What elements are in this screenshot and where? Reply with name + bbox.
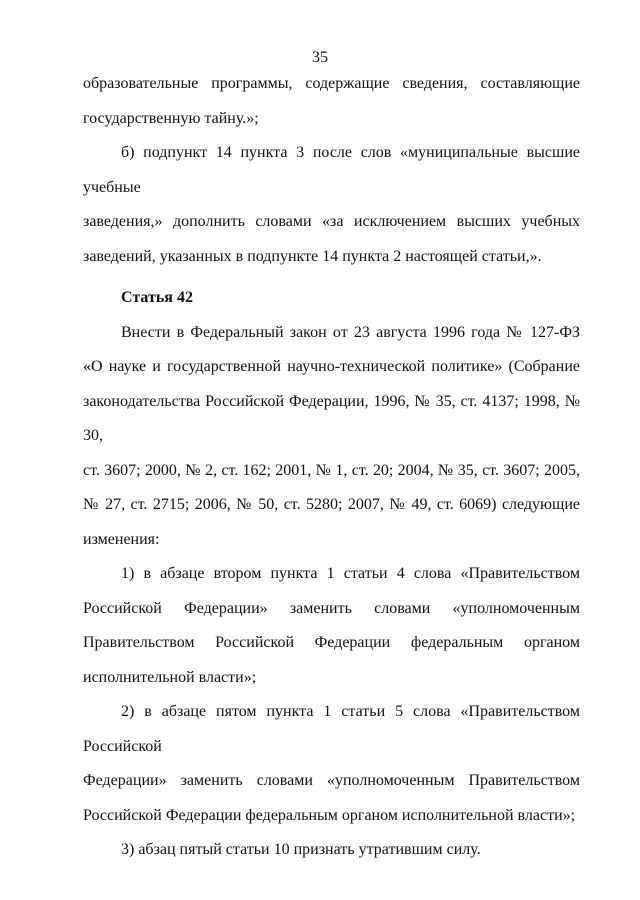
paragraph-intro <box>83 316 580 558</box>
text-line: № 27, ст. 2715; 2006, № 50, ст. 5280; 2007, № 49, ст. 6069) следующие <box>83 496 580 513</box>
text-line: Российской Федерации» заменить словами «уполномоченным <box>83 599 580 617</box>
text-line: 1) в абзаце втором пункта 1 статьи 4 слова «Правительством <box>121 565 580 582</box>
article-heading: Статья 42 <box>121 289 193 306</box>
text-line: законодательства Российской Федерации, 1996, № 35, ст. 4137; 1998, № 30, <box>83 392 580 444</box>
text-line: заведений, указанных в подпункте 14 пункта 2 настоящей статьи,». <box>83 247 542 265</box>
text-line: Внести в Федеральный закон от 23 августа 1996 года № 127-ФЗ <box>121 323 580 341</box>
paragraph-item-1 <box>83 557 580 695</box>
text-line: Правительством Российской Федерации федеральным органом <box>83 634 580 651</box>
paragraph-continuation <box>83 67 580 136</box>
text-line: Российской Федерации федеральным органом исполнительной власти»; <box>83 806 576 824</box>
paragraph-item-2 <box>83 695 580 833</box>
page-number: 35 <box>312 49 328 66</box>
paragraph-item-3 <box>83 833 580 868</box>
text-line: 3) абзац пятый статьи 10 признать утратившим силу. <box>121 841 481 858</box>
text-line: 2) в абзаце пятом пункта 1 статьи 5 слова «Правительством Российской <box>83 703 580 755</box>
continuation-block <box>83 67 580 274</box>
text-line: ст. 3607; 2000, № 2, ст. 162; 2001, № 1, ст. 20; 2004, № 35, ст. 3607; 2005, <box>83 461 580 479</box>
text-line: «О науке и государственной научно-технической политике» (Собрание <box>83 358 580 375</box>
text-line: государственную тайну.»; <box>83 109 259 127</box>
text-line: исполнительной власти»; <box>83 668 257 686</box>
text-line: образовательные программы, содержащие сведения, составляющие <box>83 75 580 92</box>
text-line: изменения: <box>83 530 160 548</box>
text-line: Федерации» заменить словами «уполномоченным Правительством <box>83 772 580 789</box>
text-line: заведения,» дополнить словами «за исключением высших учебных <box>83 213 580 230</box>
paragraph-subitem-b <box>83 136 580 274</box>
text-line: б) подпункт 14 пункта 3 после слов «муниципальные высшие учебные <box>83 144 580 196</box>
article-42-block <box>83 281 580 868</box>
